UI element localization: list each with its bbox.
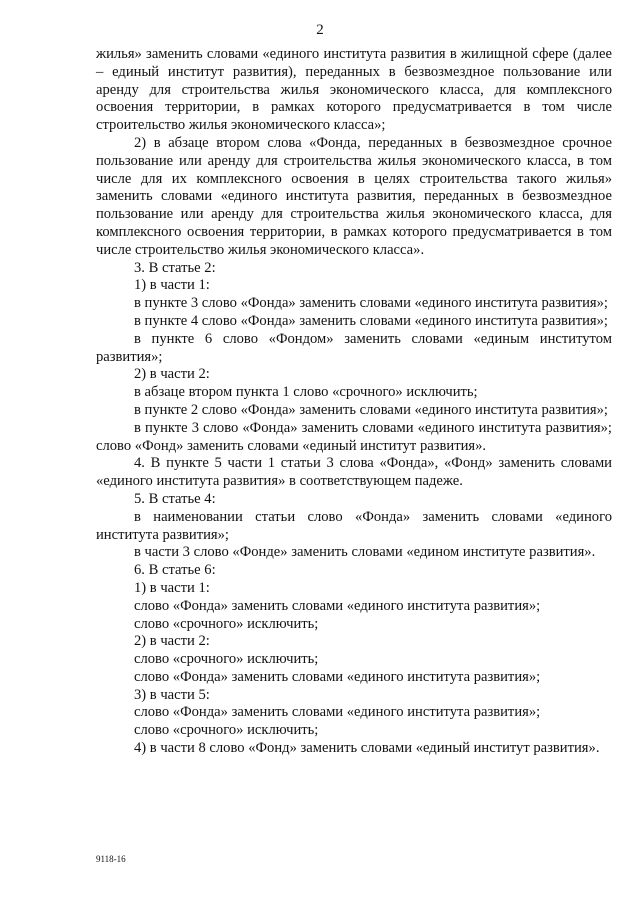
paragraph: 5. В статье 4: (134, 490, 216, 507)
paragraph: в наименовании статьи слово «Фонда» заменить словами «единого института развития»; (96, 508, 612, 543)
paragraph: в пункте 6 слово «Фондом» заменить словами «единым институтом развития»; (96, 330, 612, 365)
paragraph: 4) в части 8 слово «Фонд» заменить словами «единый институт развития». (134, 740, 600, 757)
paragraph: в пункте 2 слово «Фонда» заменить словами «единого института развития»; (134, 401, 608, 418)
paragraph: слово «Фонда» заменить словами «единого института развития»; (134, 597, 541, 614)
paragraph: слово «срочного» исключить; (134, 615, 319, 632)
paragraph: слово «Фонда» заменить словами «единого института развития»; (134, 668, 541, 685)
paragraph: в абзаце втором пункта 1 слово «срочного» исключить; (134, 384, 478, 401)
paragraph: в пункте 4 слово «Фонда» заменить словами «единого института развития»; (134, 312, 608, 329)
paragraph: в части 3 слово «Фонде» заменить словами «едином институте развития». (134, 544, 596, 561)
paragraph: жилья» заменить словами «единого института развития в жилищной сфере (далее – единый институт развития), переданных в безвозмездное пользование или аренду для строительства жилья экономического класса, для комплексного освоения территории, в рамках которого предусматривается в том числе строительство жилья экономического класса»; (96, 46, 612, 134)
paragraph: слово «срочного» исключить; (134, 722, 319, 739)
document-body (96, 46, 612, 758)
paragraph: 3) в части 5: (134, 686, 210, 703)
paragraph: 4. В пункте 5 части 1 статьи 3 слова «Фонда», «Фонд» заменить словами «единого института развития» в соответствующем падеже. (96, 455, 612, 490)
paragraph: слово «срочного» исключить; (134, 651, 319, 668)
paragraph: 2) в части 2: (134, 633, 210, 650)
page-number: 2 (316, 22, 324, 38)
document-code: 9118-16 (96, 854, 126, 864)
paragraph: 1) в части 1: (134, 277, 210, 294)
paragraph: 3. В статье 2: (134, 259, 216, 276)
paragraph: в пункте 3 слово «Фонда» заменить словами «единого института развития»; (134, 295, 608, 312)
paragraph: слово «Фонда» заменить словами «единого института развития»; (134, 704, 541, 721)
paragraph: 2) в абзаце втором слова «Фонда, переданных в безвозмездное срочное пользование или аренду для строительства жилья экономического класса, в том числе для их комплексного освоения в целях строительства такого жилья» заменить словами «единого института развития, переданных в безвозмездное пользование или аренду для строительства жилья экономического класса, для комплексного освоения территории, в рамках которого предусматривается в том числе строительство жилья экономического класса». (96, 134, 612, 258)
paragraph: 1) в части 1: (134, 579, 210, 596)
paragraph: 2) в части 2: (134, 366, 210, 383)
paragraph: в пункте 3 слово «Фонда» заменить словами «единого института развития»; слово «Фонд» заменить словами «единый институт развития». (96, 419, 612, 454)
paragraph: 6. В статье 6: (134, 562, 216, 579)
